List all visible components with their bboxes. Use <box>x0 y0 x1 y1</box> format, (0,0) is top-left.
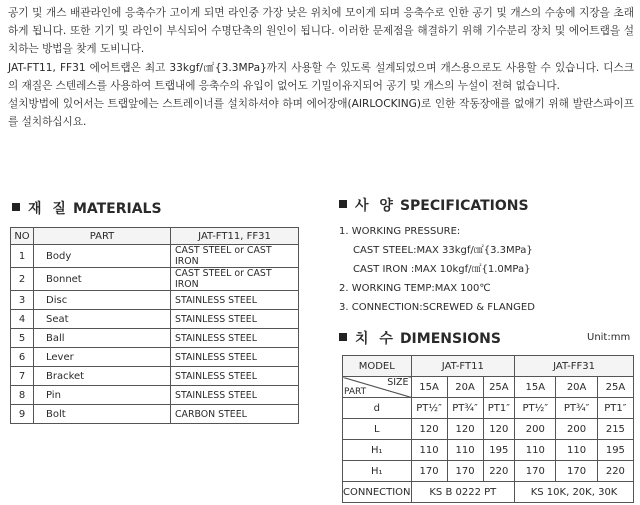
materials-no: 2 <box>11 268 34 291</box>
dimension-label: L <box>343 419 412 440</box>
intro-paragraph-3: 설치방법에 있어서는 트랩앞에는 스트레이너를 설치하셔야 하며 에어장애(AIRLOCKING)로 인한 작동장애를 없애기 위해 발란스파이프를 설치하십시요. <box>8 98 634 129</box>
model-label: MODEL <box>343 356 412 377</box>
model-ff31: JAT-FF31 <box>515 356 634 377</box>
dimension-value: 120 <box>447 419 483 440</box>
materials-material: STAINLESS STEEL <box>171 348 299 367</box>
materials-no: 9 <box>11 405 34 424</box>
materials-material: STAINLESS STEEL <box>171 329 299 348</box>
dimension-value: 220 <box>597 461 633 482</box>
materials-no: 6 <box>11 348 34 367</box>
size-cell: 20A <box>556 377 597 398</box>
materials-row <box>11 348 299 367</box>
materials-no: 7 <box>11 367 34 386</box>
dimension-label: H₁ <box>343 440 412 461</box>
materials-no: 1 <box>11 245 34 268</box>
connection-ft11: KS B 0222 PT <box>411 482 515 503</box>
materials-part: Seat <box>34 310 171 329</box>
materials-no: 4 <box>11 310 34 329</box>
dimension-value: PT¾″ <box>556 398 597 419</box>
dimension-value: 110 <box>447 440 483 461</box>
dimension-value: 110 <box>515 440 556 461</box>
materials-no: 8 <box>11 386 34 405</box>
materials-part: Bolt <box>34 405 171 424</box>
size-cell: 15A <box>411 377 447 398</box>
materials-row <box>11 291 299 310</box>
dimension-label: H₁ <box>343 461 412 482</box>
materials-header-model: JAT-FT11, FF31 <box>171 228 299 245</box>
materials-row <box>11 268 299 291</box>
materials-row <box>11 405 299 424</box>
materials-heading <box>12 198 162 218</box>
materials-row <box>11 367 299 386</box>
connection-ff31: KS 10K, 20K, 30K <box>515 482 634 503</box>
dimension-value: 195 <box>597 440 633 461</box>
dimension-value: 170 <box>411 461 447 482</box>
materials-material: CAST STEEL or CAST IRON <box>171 245 299 268</box>
dimension-value: 120 <box>483 419 515 440</box>
materials-material: STAINLESS STEEL <box>171 310 299 329</box>
dimension-rows <box>343 398 634 482</box>
materials-material: CAST STEEL or CAST IRON <box>171 268 299 291</box>
materials-material: STAINLESS STEEL <box>171 291 299 310</box>
spec-line: 1. WORKING PRESSURE: <box>339 226 461 237</box>
dimension-value: PT1″ <box>597 398 633 419</box>
materials-title-en: MATERIALS <box>72 201 162 217</box>
dimension-value: 200 <box>556 419 597 440</box>
dimension-value: 170 <box>515 461 556 482</box>
materials-row <box>11 386 299 405</box>
materials-material: CARBON STEEL <box>171 405 299 424</box>
size-cell: 20A <box>447 377 483 398</box>
dimension-row <box>343 419 634 440</box>
dimensions-heading <box>339 328 501 348</box>
size-cell: 25A <box>597 377 633 398</box>
part-label: PART <box>344 387 367 397</box>
materials-rows <box>11 245 299 424</box>
dimension-row <box>343 461 634 482</box>
spec-line: CAST STEEL:MAX 33kgf/㎠{3.3MPa} <box>353 245 533 256</box>
materials-header-part: PART <box>34 228 171 245</box>
materials-part: Bracket <box>34 367 171 386</box>
size-label: SIZE <box>387 377 409 388</box>
dimension-value: PT½″ <box>515 398 556 419</box>
materials-table <box>10 227 299 424</box>
specifications-list <box>339 222 535 317</box>
intro-paragraph-1: 공기 및 개스 배관라인에 응축수가 고이게 되면 라인중 가장 낮은 위치에 모이게 되며 응축수로 인한 공기 및 개스의 수송에 지장을 초래하게 됩니다. 또한 기기 및 라인이 부식되어 수명단축의 원인이 됩니다. 이러한 문제점을 해결하기 위해 기수분리 장치 및 에어트랩을 설치하는 방법을 찾게 도비니다. <box>8 7 634 56</box>
specifications-title-ko: 사 양 <box>355 198 396 214</box>
size-part-cell <box>343 377 412 398</box>
materials-material: STAINLESS STEEL <box>171 367 299 386</box>
spec-line: 3. CONNECTION:SCREWED & FLANGED <box>339 302 535 313</box>
intro-text <box>8 4 634 131</box>
square-bullet-icon <box>339 200 347 208</box>
connection-label: CONNECTION <box>343 482 412 503</box>
materials-title-ko: 재 질 <box>28 201 69 217</box>
connection-row <box>343 482 634 503</box>
materials-row <box>11 310 299 329</box>
materials-header-no: NO <box>11 228 34 245</box>
size-row <box>343 377 634 398</box>
dimension-value: 110 <box>556 440 597 461</box>
dimension-value: PT1″ <box>483 398 515 419</box>
dimensions-table <box>342 355 634 503</box>
unit-label: Unit:mm <box>587 332 631 343</box>
spec-line: 2. WORKING TEMP:MAX 100℃ <box>339 283 491 294</box>
materials-part: Body <box>34 245 171 268</box>
specifications-heading <box>339 195 529 215</box>
materials-part: Lever <box>34 348 171 367</box>
dimension-value: 195 <box>483 440 515 461</box>
square-bullet-icon <box>12 203 20 211</box>
model-ft11: JAT-FT11 <box>411 356 515 377</box>
dimension-row <box>343 440 634 461</box>
dimension-value: PT¾″ <box>447 398 483 419</box>
materials-no: 5 <box>11 329 34 348</box>
dimension-value: 220 <box>483 461 515 482</box>
dimension-value: 215 <box>597 419 633 440</box>
materials-row <box>11 329 299 348</box>
materials-no: 3 <box>11 291 34 310</box>
specifications-title-en: SPECIFICATIONS <box>399 198 529 214</box>
square-bullet-icon <box>339 333 347 341</box>
dimension-label: d <box>343 398 412 419</box>
dimension-value: PT½″ <box>411 398 447 419</box>
dimension-row <box>343 398 634 419</box>
materials-part: Pin <box>34 386 171 405</box>
materials-part: Bonnet <box>34 268 171 291</box>
materials-part: Ball <box>34 329 171 348</box>
materials-row <box>11 245 299 268</box>
materials-part: Disc <box>34 291 171 310</box>
dimension-value: 170 <box>447 461 483 482</box>
dimensions-title-ko: 치 수 <box>355 331 396 347</box>
intro-paragraph-2: JAT-FT11, FF31 에어트랩은 최고 33kgf/㎠{3.3MPa}까지 사용할 수 있도록 설계되었으며 개스용으로도 사용할 수 있습니다. 디스크의 재질은 스텐레스를 사용하여 트랩내에 응축수의 유입이 없어도 기밀이유지되어 공기 및 개스의 누설이 전혀 없습니다. <box>8 61 634 92</box>
dimensions-title-en: DIMENSIONS <box>399 331 501 347</box>
size-cell: 25A <box>483 377 515 398</box>
dimension-value: 120 <box>411 419 447 440</box>
spec-line: CAST IRON :MAX 10kgf/㎠{1.0MPa} <box>353 264 531 275</box>
dimension-value: 170 <box>556 461 597 482</box>
dimension-value: 200 <box>515 419 556 440</box>
materials-material: STAINLESS STEEL <box>171 386 299 405</box>
size-cell: 15A <box>515 377 556 398</box>
dimension-value: 110 <box>411 440 447 461</box>
